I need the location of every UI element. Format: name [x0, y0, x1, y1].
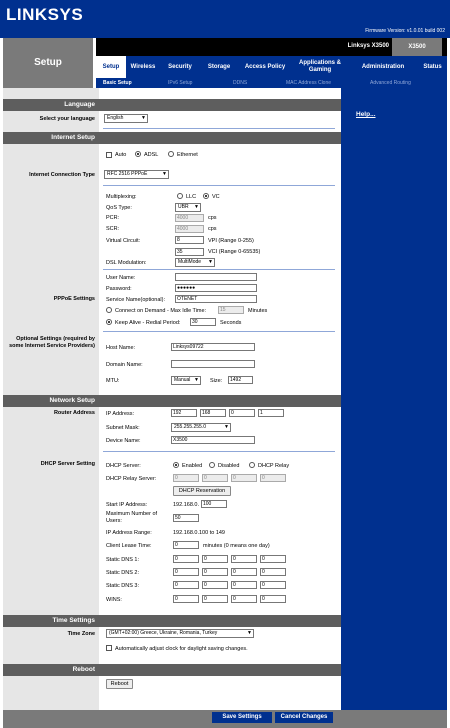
llc-radio[interactable] — [177, 193, 183, 199]
sub-tabs — [96, 78, 447, 88]
dhcp-enabled-radio[interactable] — [173, 462, 179, 468]
mtu-size-input[interactable]: 1492 — [228, 376, 253, 384]
tab-applications-gaming[interactable]: Applications & Gaming — [298, 60, 341, 73]
dhcp-relay-label: DHCP Relay — [258, 463, 290, 469]
label-dhcp-server-setting: DHCP Server Setting — [40, 461, 95, 467]
tab-administration[interactable]: Administration — [361, 63, 405, 70]
service-name-label: Service Name(optional): — [106, 297, 165, 303]
redial-period-input[interactable]: 30 — [190, 318, 216, 326]
ip-octet-1[interactable]: 192 — [171, 409, 197, 417]
dhcp-reservation-button[interactable]: DHCP Reservation — [173, 486, 231, 496]
chevron-down-icon: ▼ — [141, 115, 146, 121]
relay-octet-1[interactable]: 0 — [173, 474, 199, 482]
mtu-label: MTU: — [106, 378, 120, 384]
chevron-down-icon: ▼ — [194, 204, 199, 210]
cancel-changes-button[interactable]: Cancel Changes — [275, 712, 333, 723]
dst-checkbox[interactable] — [106, 645, 112, 651]
dhcp-server-label: DHCP Server: — [106, 463, 141, 469]
connect-on-demand-label: Connect on Demand - Max Idle Time: — [115, 308, 207, 314]
dns1-octet-2[interactable]: 0 — [202, 555, 228, 563]
section-time-settings: Time Settings — [3, 615, 99, 627]
lease-time-label: Client Lease Time: — [106, 543, 152, 549]
username-input[interactable] — [175, 273, 257, 281]
device-name-input[interactable]: X3500 — [171, 436, 255, 444]
label-select-language: Select your language — [39, 116, 95, 122]
ethernet-radio[interactable] — [168, 151, 174, 157]
start-ip-label: Start IP Address: — [106, 502, 148, 508]
static-dns3-label: Static DNS 3: — [106, 583, 140, 589]
ip-octet-4[interactable]: 1 — [258, 409, 284, 417]
auto-label: Auto — [115, 152, 127, 158]
ip-range-label: IP Address Range: — [106, 530, 152, 536]
chevron-down-icon: ▼ — [194, 377, 199, 383]
scr-input[interactable]: 4000 — [175, 225, 204, 233]
start-ip-prefix: 192.168.0. — [173, 502, 199, 508]
chevron-down-icon: ▼ — [208, 259, 213, 265]
main-tabs — [96, 56, 447, 78]
adsl-radio[interactable] — [135, 151, 141, 157]
divider — [103, 451, 335, 452]
adsl-label: ADSL — [144, 152, 159, 158]
relay-octet-4[interactable]: 0 — [260, 474, 286, 482]
section-language: Language — [3, 99, 99, 111]
pcr-input[interactable]: 4000 — [175, 214, 204, 222]
reboot-button[interactable]: Reboot — [106, 679, 133, 689]
chevron-down-icon: ▼ — [224, 424, 229, 430]
relay-octet-3[interactable]: 0 — [231, 474, 257, 482]
page-title: Setup — [3, 38, 93, 88]
lease-time-note: minutes (0 means one day) — [203, 543, 270, 549]
tab-access-policy[interactable]: Access Policy — [244, 63, 286, 70]
device-name-label: Device Name: — [106, 438, 141, 444]
ip-address-label: IP Address: — [106, 411, 135, 417]
qos-label: QoS Type: — [106, 205, 132, 211]
password-label: Password: — [106, 286, 132, 292]
tab-setup[interactable]: Setup — [96, 56, 126, 78]
connection-type-select[interactable]: RFC 2516 PPPoE ▼ — [104, 170, 169, 179]
connect-on-demand-radio[interactable] — [106, 307, 112, 313]
ip-octet-3[interactable]: 0 — [229, 409, 255, 417]
minutes-label: Minutes — [248, 308, 268, 314]
section-reboot: Reboot — [3, 664, 99, 676]
seconds-label: Seconds — [220, 320, 242, 326]
dhcp-disabled-label: Disabled — [218, 463, 240, 469]
vc-label: VC — [212, 194, 220, 200]
scr-label: SCR: — [106, 226, 120, 232]
scr-unit: cps — [208, 226, 217, 232]
mtu-size-label: Size: — [210, 378, 223, 384]
label-router-address: Router Address — [53, 410, 95, 416]
divider — [103, 128, 335, 129]
section-network-setup: Network Setup — [3, 395, 99, 407]
start-ip-input[interactable]: 100 — [201, 500, 227, 508]
dns3-octet-2[interactable]: 0 — [202, 581, 228, 589]
section-bar — [99, 664, 341, 676]
service-name-input[interactable]: OTENET — [175, 295, 257, 303]
dsl-modulation-label: DSL Modulation: — [106, 260, 147, 266]
dst-label: Automatically adjust clock for daylight saving changes. — [115, 646, 248, 652]
firmware-version: Firmware Version: v1.0.01 build 002 — [365, 28, 445, 34]
keep-alive-radio[interactable] — [106, 319, 112, 325]
keep-alive-label: Keep Alive - Redial Period: — [115, 320, 181, 326]
dsl-modulation-select[interactable]: MultiMode ▼ — [175, 258, 215, 267]
chevron-down-icon: ▼ — [247, 630, 252, 636]
static-dns2-label: Static DNS 2: — [106, 570, 140, 576]
lease-time-input[interactable]: 0 — [173, 541, 199, 549]
label-optional-settings: Optional Settings (required by some Internet Service Providers) — [9, 336, 95, 349]
dns3-octet-3[interactable]: 0 — [231, 581, 257, 589]
model-name: Linksys X3500 — [347, 43, 389, 49]
host-name-input[interactable]: Linksys09722 — [171, 343, 255, 351]
llc-label: LLC — [186, 194, 197, 200]
dns2-octet-4[interactable]: 0 — [260, 568, 286, 576]
language-select[interactable]: English ▼ — [104, 114, 148, 123]
help-column — [341, 88, 447, 728]
auto-checkbox[interactable] — [106, 152, 112, 158]
section-internet-setup: Internet Setup — [3, 132, 99, 144]
pcr-label: PCR: — [106, 215, 120, 221]
ip-octet-2[interactable]: 168 — [200, 409, 226, 417]
dhcp-relay-radio[interactable] — [249, 462, 255, 468]
label-connection-type: Internet Connection Type — [29, 172, 95, 178]
wins-octet-2[interactable]: 0 — [202, 595, 228, 603]
vpi-range: VPI (Range 0-255) — [208, 238, 254, 244]
wins-octet-4[interactable]: 0 — [260, 595, 286, 603]
subtab-basic-setup[interactable]: Basic Setup — [103, 80, 132, 86]
qos-select[interactable]: UBR ▼ — [175, 203, 201, 212]
subnet-mask-label: Subnet Mask: — [106, 425, 140, 431]
divider — [103, 185, 335, 186]
virtual-circuit-label: Virtual Circuit: — [106, 238, 141, 244]
domain-name-label: Domain Name: — [106, 362, 143, 368]
chevron-down-icon: ▼ — [162, 171, 167, 177]
mtu-select[interactable]: Manual ▼ — [171, 376, 201, 385]
wins-octet-3[interactable]: 0 — [231, 595, 257, 603]
subtab-mac-address-clone[interactable]: MAC Address Clone — [286, 80, 332, 86]
top-bar — [0, 0, 450, 38]
relay-octet-2[interactable]: 0 — [202, 474, 228, 482]
max-users-label: Maximum Number of Users: — [106, 511, 158, 524]
section-bar — [99, 99, 341, 111]
dns1-octet-1[interactable]: 0 — [173, 555, 199, 563]
wins-octet-1[interactable]: 0 — [173, 595, 199, 603]
dns2-octet-3[interactable]: 0 — [231, 568, 257, 576]
divider — [103, 331, 335, 332]
dhcp-enabled-label: Enabled — [182, 463, 203, 469]
multiplexing-label: Multiplexing: — [106, 194, 137, 200]
ip-range-value: 192.168.0.100 to 149 — [173, 530, 225, 536]
pcr-unit: cps — [208, 215, 217, 221]
tab-wireless[interactable]: Wireless — [130, 63, 156, 70]
model-tab: X3500 — [392, 38, 442, 56]
section-bar — [99, 132, 341, 144]
linksys-logo: LINKSYS — [6, 5, 84, 24]
vci-input[interactable]: 35 — [175, 248, 204, 256]
vpi-input[interactable]: 8 — [175, 236, 204, 244]
relay-server-label: DHCP Relay Server: — [106, 476, 157, 482]
username-label: User Name: — [106, 275, 136, 281]
dns2-octet-2[interactable]: 0 — [202, 568, 228, 576]
static-dns1-label: Static DNS 1: — [106, 557, 140, 563]
max-idle-input[interactable]: 15 — [218, 306, 244, 314]
password-input[interactable]: ●●●●●● — [175, 284, 257, 292]
subtab-ddns[interactable]: DDNS — [233, 80, 248, 86]
tab-security[interactable]: Security — [168, 63, 192, 70]
host-name-label: Host Name: — [106, 345, 136, 351]
save-settings-button[interactable]: Save Settings — [212, 712, 272, 723]
dns3-octet-4[interactable]: 0 — [260, 581, 286, 589]
dns1-octet-4[interactable]: 0 — [260, 555, 286, 563]
help-link[interactable]: Help... — [356, 111, 376, 118]
vc-radio[interactable] — [203, 193, 209, 199]
wins-label: WINS: — [106, 597, 122, 603]
dhcp-disabled-radio[interactable] — [209, 462, 215, 468]
max-users-input[interactable]: 50 — [173, 514, 199, 522]
label-pppoe-settings: PPPoE Settings — [53, 296, 95, 302]
section-bar — [99, 615, 341, 627]
tab-status[interactable]: Status — [423, 63, 442, 70]
time-zone-select[interactable]: (GMT+02:00) Greece, Ukraine, Romania, Turkey ▼ — [106, 629, 254, 638]
vci-range: VCI (Range 0-65535) — [208, 249, 261, 255]
subtab-advanced-routing[interactable]: Advanced Routing — [370, 80, 411, 86]
dns3-octet-1[interactable]: 0 — [173, 581, 199, 589]
label-time-zone: Time Zone — [67, 631, 95, 637]
subnet-mask-select[interactable]: 255.255.255.0 ▼ — [171, 423, 231, 432]
dns1-octet-3[interactable]: 0 — [231, 555, 257, 563]
section-bar — [99, 395, 341, 407]
divider — [103, 269, 335, 270]
subtab-ipv6-setup[interactable]: IPv6 Setup — [168, 80, 193, 86]
tab-storage[interactable]: Storage — [207, 63, 231, 70]
domain-name-input[interactable] — [171, 360, 255, 368]
ethernet-label: Ethernet — [177, 152, 198, 158]
model-row — [96, 38, 447, 56]
dns2-octet-1[interactable]: 0 — [173, 568, 199, 576]
